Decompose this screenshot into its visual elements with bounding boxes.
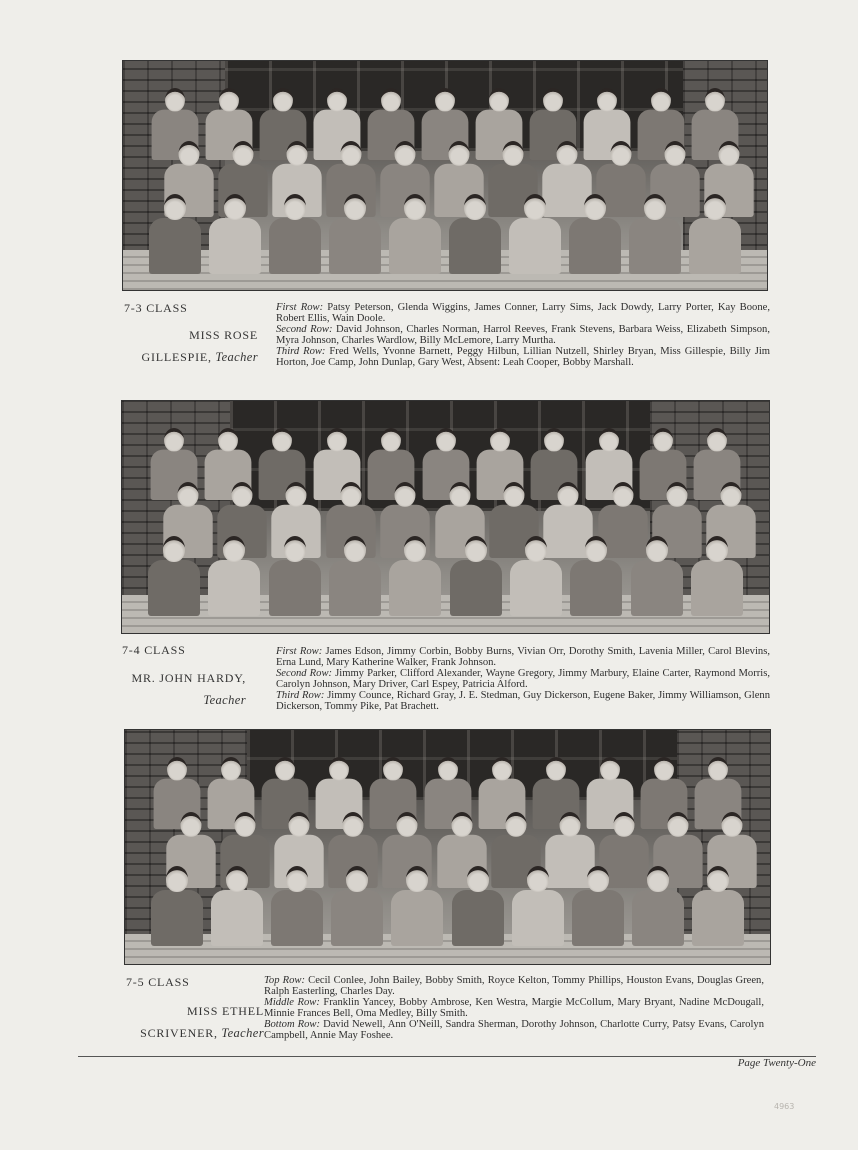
teacher-name-7-5: MISS ETHEL SCRIVENER, Teacher [140, 1004, 264, 1040]
student-figure [689, 194, 741, 274]
row-list: First Row: Patsy Peterson, Glenda Wiggins, James Conner, Larry Sims, Jack Dowdy, Larry Porter, Kay Boone, Robert Ellis, Wain Doole. [276, 302, 770, 324]
teacher-name-7-3: MISS ROSE GILLESPIE, Teacher [141, 328, 258, 364]
student-figure [269, 536, 321, 616]
student-figure [570, 536, 622, 616]
student-figure [391, 866, 443, 946]
student-figure [271, 866, 323, 946]
student-figure [208, 536, 260, 616]
student-figure [510, 536, 562, 616]
student-figure [209, 194, 261, 274]
teacher-name-7-4: MR. JOHN HARDY, Teacher [131, 671, 246, 707]
class-photo-7-4 [121, 400, 770, 634]
student-figure [151, 866, 203, 946]
student-figure [452, 866, 504, 946]
row-list: Second Row: Jimmy Parker, Clifford Alexander, Wayne Gregory, Jimmy Marbury, Elaine Carter, Raymond Morris, Carolyn Johnson, Mary Driver, Carl Espey, Patricia Alford. [276, 668, 770, 690]
student-figure [389, 536, 441, 616]
student-figure [148, 536, 200, 616]
row-list: Middle Row: Franklin Yancey, Bobby Ambrose, Ken Westra, Margie McCollum, Mary Bryant, Nadine McDougall, Minnie Frances Bell, Oma Medley, Billy Smith. [264, 997, 764, 1019]
student-figure [569, 194, 621, 274]
row-list: First Row: James Edson, Jimmy Corbin, Bobby Burns, Vivian Orr, Dorothy Smith, Lavenia Miller, Carol Blevins, Erna Lund, Mary Katherine Walker, Frank Johnson. [276, 646, 770, 668]
student-figure [329, 536, 381, 616]
student-list-7-5 [264, 975, 764, 1041]
student-figure [632, 866, 684, 946]
class-label-7-5: 7-5 CLASS [126, 975, 190, 989]
student-figure [512, 866, 564, 946]
row-list: Third Row: Jimmy Counce, Richard Gray, J. E. Stedman, Guy Dickerson, Eugene Baker, Jimmy Williamson, Glenn Dickerson, Tommy Pike, Pat Brachett. [276, 690, 770, 712]
student-figure [331, 866, 383, 946]
student-figure [450, 536, 502, 616]
student-figure [269, 194, 321, 274]
row-list: Bottom Row: David Newell, Ann O'Neill, Sandra Sherman, Dorothy Johnson, Charlotte Curry, Patsy Evans, Carolyn Campbell, Annie May Foshee. [264, 1019, 764, 1041]
student-figure [692, 866, 744, 946]
class-label-7-3: 7-3 CLASS [124, 301, 188, 315]
student-figure [629, 194, 681, 274]
student-figure [631, 536, 683, 616]
student-figure [449, 194, 501, 274]
student-figure [572, 866, 624, 946]
pencil-mark: 4963 [774, 1102, 795, 1111]
row-list: Third Row: Fred Wells, Yvonne Barnett, Peggy Hilbun, Lillian Nutzell, Shirley Bryan, Miss Gillespie, Billy Jim Horton, Joe Camp, John Dunlap, Gary West, Absent: Leah Cooper, Bobby Marshall. [276, 346, 771, 368]
page-number: Page Twenty-One [737, 1057, 816, 1069]
student-figure [329, 194, 381, 274]
class-photo-7-5 [124, 729, 771, 965]
footer-divider [78, 1056, 816, 1057]
student-list-7-4 [276, 646, 770, 712]
student-figure [149, 194, 201, 274]
row-list: Second Row: David Johnson, Charles Norman, Harrol Reeves, Frank Stevens, Barbara Weiss, Elizabeth Simpson, Myra Johnson, Charles Wardlow, Billy McLemore, Larry Murtha. [276, 324, 770, 346]
class-label-7-4: 7-4 CLASS [122, 643, 186, 657]
student-figure [509, 194, 561, 274]
student-figure [389, 194, 441, 274]
class-photo-7-3 [122, 60, 768, 291]
student-figure [211, 866, 263, 946]
row-list: Top Row: Cecil Conlee, John Bailey, Bobby Smith, Royce Kelton, Tommy Phillips, Houston Evans, Douglas Green, Ralph Easterling, Charles Day. [264, 975, 764, 997]
student-list-7-3 [276, 302, 770, 368]
student-figure [691, 536, 743, 616]
